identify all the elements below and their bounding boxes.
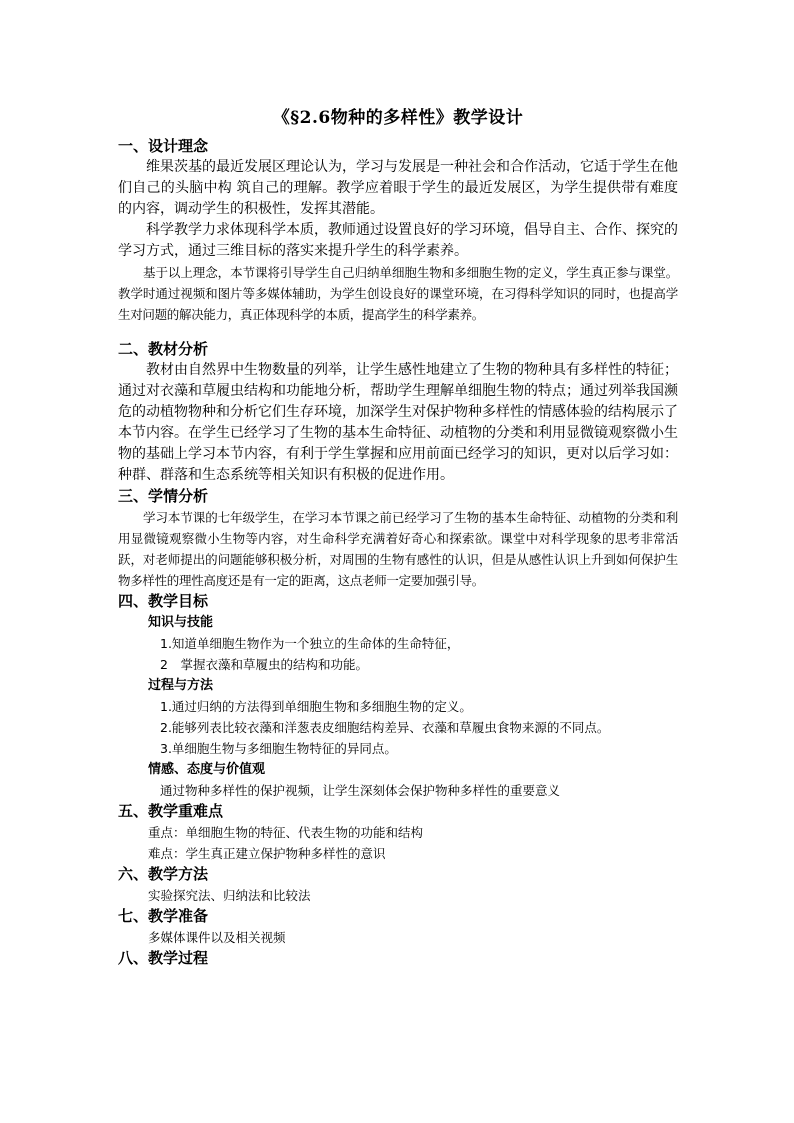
- section-heading-student-analysis: 三、学情分析: [118, 487, 209, 505]
- paragraph: 学习本节课的七年级学生，在学习本节课之前已经学习了生物的基本生命特征、动植物的分类和利用显微镜观察微小生物等内容，对生命科学充满着好奇心和探索欲。课堂中对科学现象的思考非常活跃，对老师提出的问题能够积极分析，对周围的生物有感性的认识，但是从感性认识上升到如何保护生物多样性的理性高度还是有一定的距离，这点老师一定要加强引导。: [118, 510, 678, 588]
- paragraph: 基于以上理念，本节课将引导学生自己归纳单细胞生物和多细胞生物的定义，学生真正参与课堂。教学时通过视频和图片等多媒体辅助，为学生创设良好的课堂环境，在习得科学知识的同时，也提高学生对问题的解决能力，真正体现科学的本质，提高学生的科学素养。: [118, 265, 678, 322]
- list-item: 2 掌握衣藻和草履虫的结构和功能。: [160, 657, 368, 672]
- list-item: 2.能够列表比较衣藻和洋葱表皮细胞结构差异、衣藻和草履虫食物来源的不同点。: [160, 720, 610, 735]
- subheading-process-methods: 过程与方法: [148, 678, 214, 693]
- subheading-emotion-values: 情感、态度与价值观: [148, 762, 266, 777]
- section-heading-teaching-methods: 六、教学方法: [118, 865, 209, 883]
- list-item: 1.知道单细胞生物作为一个独立的生命体的生命特征，: [160, 636, 460, 651]
- text-line: 多媒体课件以及相关视频: [148, 930, 286, 945]
- paragraph: 科学教学力求体现科学本质，教师通过设置良好的学习环境，倡导自主、合作、探究的学习方式，通过三维目标的落实来提升学生的科学素养。: [118, 222, 678, 259]
- section-heading-teaching-preparation: 七、教学准备: [118, 907, 209, 925]
- section-heading-key-points: 五、教学重难点: [118, 802, 224, 820]
- text-line: 实验探究法、归纳法和比较法: [148, 888, 311, 903]
- spacer: [118, 325, 678, 339]
- list-item: 通过物种多样性的保护视频，让学生深刻体会保护物种多样性的重要意义: [160, 783, 561, 798]
- list-item: 3.单细胞生物与多细胞生物特征的异同点。: [160, 741, 397, 756]
- paragraph: 维果茨基的最近发展区理论认为，学习与发展是一种社会和合作活动，它适于学生在他们自己的头脑中构 筑自己的理解。教学应着眼于学生的最近发展区，为学生提供带有难度的内容，调动学生的积极性，发挥其潜能。: [118, 159, 678, 217]
- section-heading-teaching-process: 八、教学过程: [118, 949, 209, 967]
- section-heading-design-concept: 一、设计理念: [118, 137, 209, 155]
- section-heading-teaching-objectives: 四、教学目标: [118, 592, 209, 610]
- text-line: 难点：学生真正建立保护物种多样性的意识: [148, 846, 386, 861]
- text-line: 重点：单细胞生物的特征、代表生物的功能和结构: [148, 825, 424, 840]
- document-body: [118, 106, 678, 969]
- document-title: 《§2.6物种的多样性》教学设计: [272, 108, 524, 128]
- list-item: 1.通过归纳的方法得到单细胞生物和多细胞生物的定义。: [160, 699, 472, 714]
- section-heading-textbook-analysis: 二、教材分析: [118, 340, 209, 358]
- paragraph: 教材由自然界中生物数量的列举，让学生感性地建立了生物的物种具有多样性的特征；通过对衣藻和草履虫结构和功能地分析，帮助学生理解单细胞生物的特点；通过列举我国濒危的动植物物种和分析它们生存环境，加深学生对保护物种多样性的情感体验的结构展示了本节内容。在学生已经学习了生物的基本生命特征、动植物的分类和利用显微镜观察微小生物的基础上学习本节内容，有利于学生掌握和应用前面已经学习的知识，更对以后学习如：种群、群落和生态系统等相关知识有积极的促进作用。: [118, 362, 678, 483]
- subheading-knowledge-skills: 知识与技能: [148, 615, 214, 630]
